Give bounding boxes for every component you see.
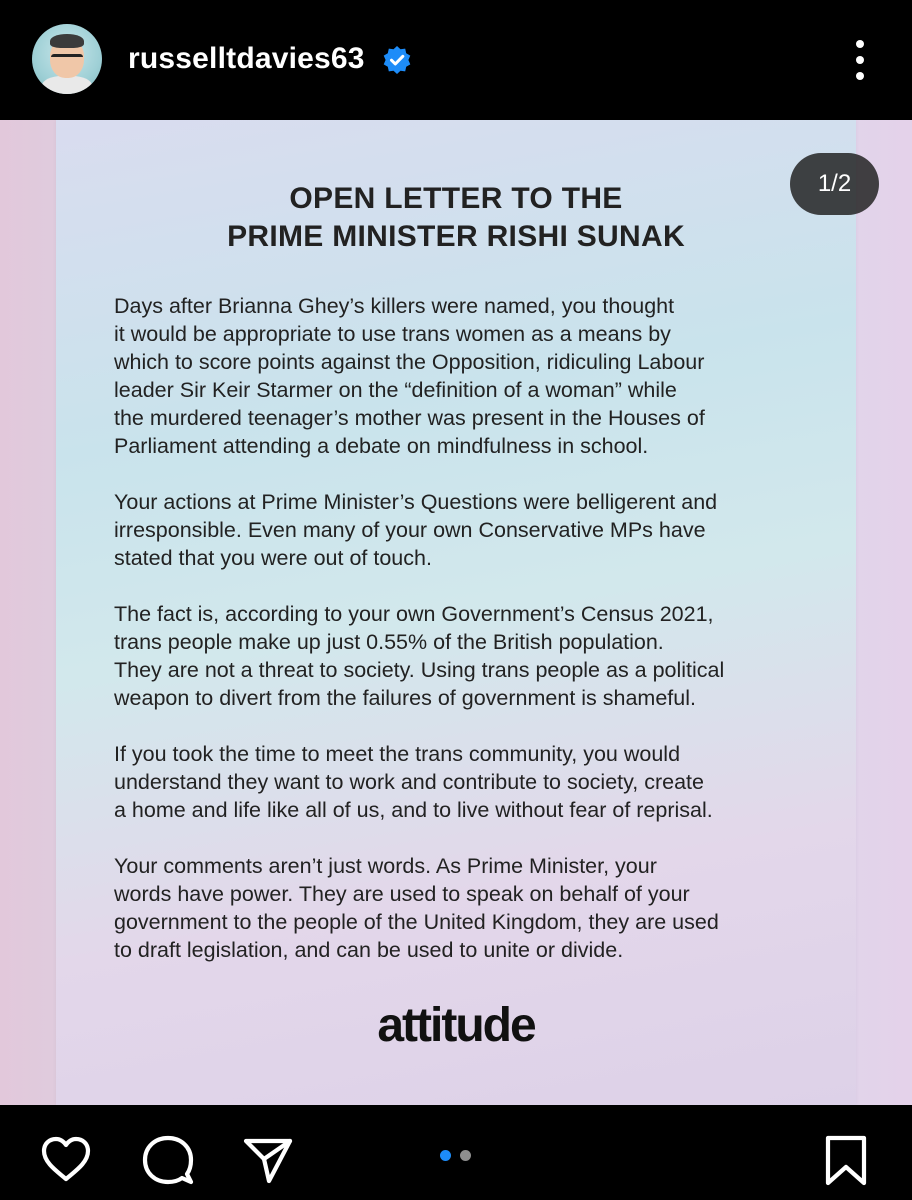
- letter-line: The fact is, according to your own Government’s Census 2021,: [114, 602, 714, 626]
- post-actions-bar: [0, 1105, 912, 1200]
- letter-line: Parliament attending a debate on mindfulness in school.: [114, 434, 649, 458]
- username-link[interactable]: russelltdavies63: [128, 42, 365, 75]
- avatar-shirt: [42, 76, 92, 94]
- attitude-logo: attitude: [377, 999, 535, 1052]
- open-letter-image: [56, 120, 856, 1105]
- profile-avatar[interactable]: [32, 24, 102, 94]
- letter-line: Days after Brianna Ghey’s killers were named, you thought: [114, 294, 675, 318]
- letter-line: the murdered teenager’s mother was present in the Houses of: [114, 406, 705, 430]
- letter-line: it would be appropriate to use trans women as a means by: [114, 322, 671, 346]
- letter-line: government to the people of the United Kingdom, they are used: [114, 910, 719, 934]
- letter-line: trans people make up just 0.55% of the British population.: [114, 630, 664, 654]
- letter-title: [56, 180, 856, 256]
- page-indicator: 1/2: [790, 153, 879, 215]
- letter-line: a home and life like all of us, and to live without fear of reprisal.: [114, 798, 713, 822]
- letter-paragraph: [114, 740, 824, 824]
- letter-body: [114, 292, 824, 992]
- letter-paragraph: [114, 600, 824, 712]
- letter-title-line: OPEN LETTER TO THE: [289, 182, 623, 215]
- more-options-button[interactable]: [846, 38, 874, 82]
- letter-line: leader Sir Keir Starmer on the “definition of a woman” while: [114, 378, 677, 402]
- letter-title-line: PRIME MINISTER RISHI SUNAK: [227, 220, 685, 253]
- letter-line: They are not a threat to society. Using trans people as a political: [114, 658, 725, 682]
- post-media[interactable]: [0, 120, 912, 1105]
- letter-line: which to score points against the Opposition, ridiculing Labour: [114, 350, 705, 374]
- letter-line: understand they want to work and contribute to society, create: [114, 770, 704, 794]
- carousel-indicator: [440, 1150, 480, 1164]
- avatar-glasses: [51, 54, 83, 66]
- more-dot: [856, 72, 864, 80]
- letter-paragraph: [114, 292, 824, 460]
- more-dot: [856, 56, 864, 64]
- bookmark-icon[interactable]: [818, 1132, 874, 1188]
- carousel-dot: [460, 1150, 471, 1161]
- comment-icon[interactable]: [140, 1132, 196, 1188]
- letter-line: weapon to divert from the failures of government is shameful.: [114, 686, 696, 710]
- letter-line: words have power. They are used to speak on behalf of your: [114, 882, 690, 906]
- letter-line: Your actions at Prime Minister’s Questions were belligerent and: [114, 490, 718, 514]
- post-header: [0, 0, 912, 120]
- carousel-dot-active: [440, 1150, 451, 1161]
- heart-icon[interactable]: [38, 1132, 94, 1188]
- avatar-hair: [50, 34, 84, 48]
- letter-paragraph: [114, 852, 824, 964]
- more-dot: [856, 40, 864, 48]
- letter-paragraph: [114, 488, 824, 572]
- letter-line: If you took the time to meet the trans community, you would: [114, 742, 681, 766]
- letter-line: Your comments aren’t just words. As Prime Minister, your: [114, 854, 657, 878]
- letter-line: to draft legislation, and can be used to unite or divide.: [114, 938, 624, 962]
- letter-line: stated that you were out of touch.: [114, 546, 432, 570]
- verified-badge-icon: [382, 45, 412, 75]
- share-icon[interactable]: [240, 1132, 296, 1188]
- letter-line: irresponsible. Even many of your own Conservative MPs have: [114, 518, 706, 542]
